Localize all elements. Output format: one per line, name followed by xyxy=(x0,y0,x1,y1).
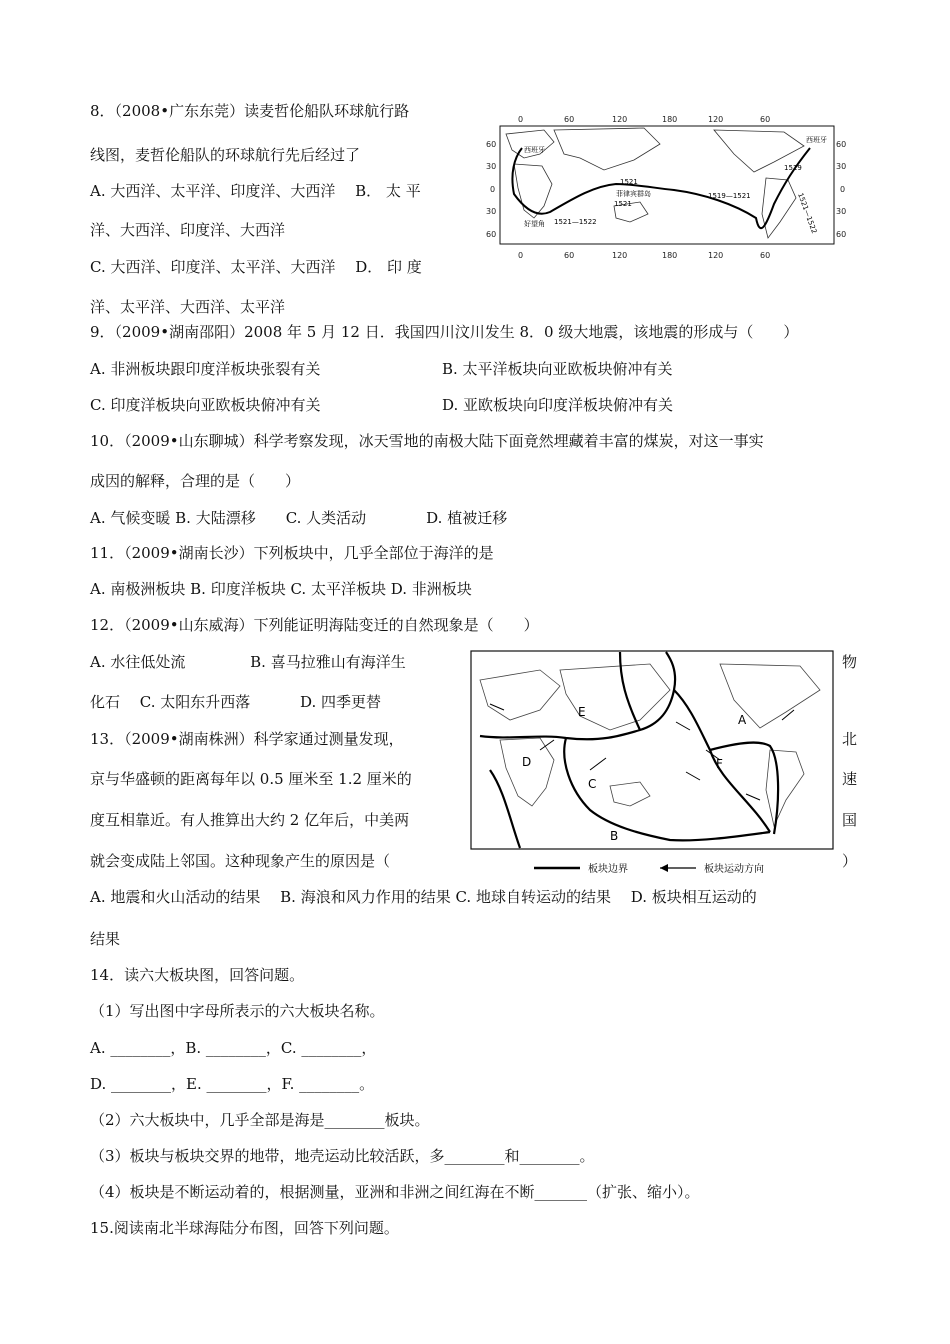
plate-label-a: A xyxy=(738,713,747,727)
q14-line-6: （3）板块与板块交界的地带，地壳运动比较活跃，多________和________。 xyxy=(90,1147,595,1165)
motion-arrow xyxy=(686,772,700,780)
plates-map-frame xyxy=(471,651,833,849)
motion-arrow xyxy=(676,722,690,730)
q8-line-2: 线图，麦哲伦船队的环球航行先后经过了 xyxy=(90,146,361,164)
q10-line-3: A. 气候变暖 B. 大陆漂移 C. 人类活动 D. 植被迁移 xyxy=(90,509,508,527)
top-tick: 60 xyxy=(564,115,575,124)
legend-direction-label: 板块运动方向 xyxy=(704,864,764,875)
q13-line-2b: 速 xyxy=(842,770,858,788)
q8-line-1: 8．（2008•广东东莞）读麦哲伦船队环球航行路 xyxy=(90,102,410,120)
q13-line-3a: 度互相靠近。有人推算出大约 2 亿年后，中美两 xyxy=(90,811,410,829)
q12-line-3: 化石 C. 太阳东升西落 D. 四季更替 xyxy=(90,693,382,711)
left-tick: 30 xyxy=(486,162,497,171)
q13-line-3b: 国 xyxy=(842,811,858,829)
q11-line-1: 11．（2009•湖南长沙）下列板块中，几乎全部位于海洋的是 xyxy=(90,544,494,562)
q13-line-6: 结果 xyxy=(90,930,121,948)
north-america-outline xyxy=(720,664,820,728)
label-1521-1522: 1521—1522 xyxy=(554,218,597,226)
africa-outline xyxy=(500,738,554,806)
top-tick: 0 xyxy=(518,115,524,124)
label-1521b: 1521 xyxy=(614,200,632,208)
q12-line-2a: A. 水往低处流 B. 喜马拉雅山有海洋生 xyxy=(90,653,406,671)
bottom-tick: 120 xyxy=(612,251,628,260)
legend-arrowhead-icon xyxy=(660,864,668,872)
q13-line-1b: 北 xyxy=(842,730,858,748)
q9-option-a: A. 非洲板块跟印度洋板块张裂有关 xyxy=(90,360,321,378)
q14-line-1: 14．读六大板块图，回答问题。 xyxy=(90,966,305,984)
top-tick: 120 xyxy=(708,115,724,124)
right-tick: 0 xyxy=(840,185,846,194)
q14-line-4: D. ________，E. ________，F. ________。 xyxy=(90,1075,375,1093)
motion-arrow xyxy=(746,794,760,800)
label-1519: 1519 xyxy=(784,164,802,172)
label-spain-left: 西班牙 xyxy=(524,146,545,154)
plate-boundary xyxy=(480,652,675,739)
bottom-tick: 120 xyxy=(708,251,724,260)
bottom-tick: 0 xyxy=(518,251,524,260)
q15-line-1: 15.阅读南北半球海陆分布图，回答下列问题。 xyxy=(90,1219,399,1237)
q8-line-6: 洋、太平洋、大西洋、太平洋 xyxy=(90,298,286,316)
motion-arrow xyxy=(782,710,794,720)
q10-line-1: 10．（2009•山东聊城）科学考察发现，冰天雪地的南极大陆下面竟然埋藏着丰富的煤炭，对这一事实 xyxy=(90,432,764,450)
plate-label-b: B xyxy=(610,829,619,843)
top-tick: 120 xyxy=(612,115,628,124)
q9-option-c: C. 印度洋板块向亚欧板块俯冲有关 xyxy=(90,396,321,414)
bottom-tick: 60 xyxy=(564,251,575,260)
bottom-tick: 60 xyxy=(760,251,771,260)
q14-line-5: （2）六大板块中，几乎全部是海是________板块。 xyxy=(90,1111,430,1129)
left-tick: 30 xyxy=(486,207,497,216)
q11-line-2: A. 南极洲板块 B. 印度洋板块 C. 太平洋板块 D. 非洲板块 xyxy=(90,580,472,598)
label-cape: 好望角 xyxy=(524,220,545,228)
africa-outline xyxy=(514,164,552,218)
six-plates-map xyxy=(470,650,834,880)
label-philippines: 菲律宾群岛 xyxy=(616,190,651,198)
plate-label-d: D xyxy=(522,755,532,769)
q13-line-4b: ） xyxy=(842,852,858,870)
left-tick: 60 xyxy=(486,140,497,149)
q13-line-4a: 就会变成陆上邻国。这种现象产生的原因是（ xyxy=(90,852,391,870)
plate-boundary xyxy=(490,770,520,848)
q8-line-3: A. 大西洋、太平洋、印度洋、大西洋 B． 太 平 xyxy=(90,182,421,200)
q9-option-b: B. 太平洋板块向亚欧板块俯冲有关 xyxy=(442,360,673,378)
europe-outline xyxy=(480,670,560,720)
asia-outline xyxy=(560,664,670,730)
q8-line-5: C. 大西洋、印度洋、太平洋、大西洋 D． 印 度 xyxy=(90,258,422,276)
top-tick: 60 xyxy=(760,115,771,124)
right-tick: 30 xyxy=(836,207,847,216)
motion-arrow xyxy=(590,758,606,770)
plate-label-c: C xyxy=(588,777,597,791)
motion-arrow xyxy=(490,704,504,710)
q14-line-2: （1）写出图中字母所表示的六大板块名称。 xyxy=(90,1002,385,1020)
q8-line-4: 洋、大西洋、印度洋、大西洋 xyxy=(90,221,286,239)
south-america-outline xyxy=(766,750,804,826)
q13-line-2a: 京与华盛顿的距离每年以 0.5 厘米至 1.2 厘米的 xyxy=(90,770,412,788)
right-tick: 60 xyxy=(836,230,847,239)
plate-boundary xyxy=(620,652,640,730)
q9-line-1: 9．（2009•湖南邵阳）2008 年 5 月 12 日．我国四川汶川发生 8．0 级大地震，该地震的形成与（ ） xyxy=(90,323,799,341)
label-1521-1522-right: 1521—1522 xyxy=(796,191,819,235)
q10-line-2: 成因的解释，合理的是（ ） xyxy=(90,472,301,490)
q14-line-3: A. ________，B. ________，C. ________， xyxy=(90,1039,377,1057)
australia-outline xyxy=(610,782,650,806)
voyage-route xyxy=(512,148,810,228)
right-tick: 30 xyxy=(836,162,847,171)
right-tick: 60 xyxy=(836,140,847,149)
plate-label-f: F xyxy=(716,757,723,771)
q13-line-5: A. 地震和火山活动的结果 B. 海浪和风力作用的结果 C. 地球自转运动的结果 D. 板块相互运动的 xyxy=(90,888,757,906)
q13-line-1a: 13．（2009•湖南株洲）科学家通过测量发现， xyxy=(90,730,404,748)
left-tick: 60 xyxy=(486,230,497,239)
q12-line-1: 12．（2009•山东威海）下列能证明海陆变迁的自然现象是（ ） xyxy=(90,616,539,634)
bottom-tick: 180 xyxy=(662,251,678,260)
q12-line-2b: 物 xyxy=(842,653,858,671)
label-1521a: 1521 xyxy=(620,178,638,186)
top-tick: 180 xyxy=(662,115,678,124)
asia-outline xyxy=(554,128,660,170)
label-1519-1521: 1519—1521 xyxy=(708,192,751,200)
plate-label-e: E xyxy=(578,705,586,719)
label-spain-right: 西班牙 xyxy=(806,136,827,144)
q14-line-7: （4）板块是不断运动着的，根据测量，亚洲和非洲之间红海在不断_______（扩张、缩小）。 xyxy=(90,1183,700,1201)
legend-boundary-label: 板块边界 xyxy=(588,864,628,875)
south-america-outline xyxy=(762,178,796,238)
left-tick: 0 xyxy=(490,185,496,194)
q9-option-d: D. 亚欧板块向印度洋板块俯冲有关 xyxy=(442,396,674,414)
magellan-route-map xyxy=(484,114,850,260)
